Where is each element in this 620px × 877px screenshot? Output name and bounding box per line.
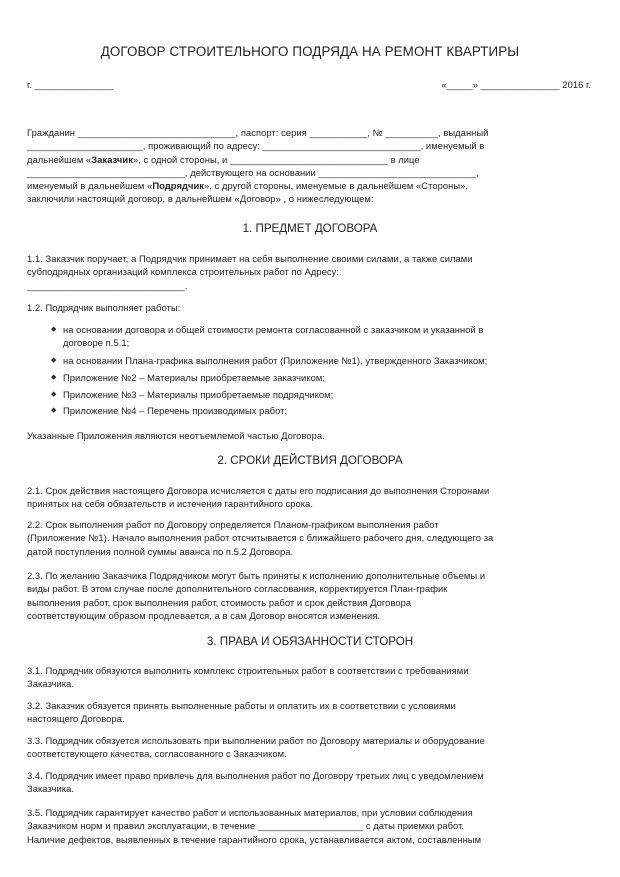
parties-line: дальнейшем «Заказчик», с одной стороны, и ______________________________ в лице: [27, 153, 420, 165]
clause-3-3: 3.3. Подрядчик обязуется использовать при выполнении работ по Договору материалы и оборудование соответствующего качества, согласованного с Заказчиком.: [27, 735, 485, 760]
bullet-dot-icon: ◆: [51, 326, 57, 333]
section-3-heading: 3. ПРАВА И ОБЯЗАННОСТИ СТОРОН: [206, 635, 414, 648]
clause-2-1: 2.1. Срок действия настоящего Договора исчисляется с даты его подписания до выполнения Сторонами принятых на себя обязательств и истечения гарантийного срока.: [27, 485, 490, 510]
clause-3-1: 3.1. Подрядчик обязуются выполнить комплекс строительных работ в соответствии с требованиями Заказчика.: [27, 665, 469, 690]
appendix-note: Указанные Приложения являются неотъемлемой частью Договора.: [27, 430, 325, 441]
clause-2-2: 2.2. Срок выполнения работ по Договору определяется Планом-графиком выполнения работ (Приложение №1). Начало выполнения работ отсчитывается с ближайшего рабочего дня, следующего за датой поступления полной суммы аванса по п.5.2 Договора.: [27, 519, 494, 557]
bullet-dot-icon: ◆: [51, 357, 57, 364]
bullet-dot-icon: ◆: [51, 407, 57, 414]
clause-1-2: 1.2. Подрядчик выполняет работы:: [27, 302, 181, 313]
bullet-dot-icon: ◆: [51, 391, 57, 398]
parties-line: именуемый в дальнейшем «Подрядчик», с другой стороны, именуемые в дальнейшем «Стороны»,: [27, 180, 469, 192]
clause-3-5: 3.5. Подрядчик гарантирует качество работ и использованных материалов, при условии соблюдения Заказчиком норм и правил эксплуатации, в течение ____________________ с даты приемки работ. Наличие дефектов, выявленных в течение гарантийного срока, устанавливается актом, составленным: [27, 807, 482, 845]
clause-2-3: 2.3. По желанию Заказчика Подрядчиком могут быть приняты к исполнению дополнительные объемы и виды работ. В этом случае после дополнительного согласования, корректируется План-график выполнения работ, срок выполнения работ, стоимость работ и срок действия Договора соответствующим образом продлевается, а в сам Договор вносятся изменения.: [27, 570, 486, 621]
parties-paragraph: [27, 126, 593, 206]
bullet-dot-icon: ◆: [51, 374, 57, 381]
parties-line: ______________________, проживающий по адресу: ______________________________, именуемый в: [27, 140, 485, 152]
section-2-heading: 2. СРОКИ ДЕЙСТВИЯ ДОГОВОРА: [217, 454, 403, 467]
section-1-heading: 1. ПРЕДМЕТ ДОГОВОРА: [242, 222, 378, 235]
parties-line: заключили настоящий договор, в дальнейшем «Договор» , о нижеследующем:: [27, 193, 374, 205]
contractor-term: Подрядчик: [152, 180, 205, 192]
document-title: ДОГОВОР СТРОИТЕЛЬНОГО ПОДРЯДА НА РЕМОНТ КВАРТИРЫ: [100, 44, 520, 59]
document-page: ДОГОВОР СТРОИТЕЛЬНОГО ПОДРЯДА НА РЕМОНТ КВАРТИРЫ г. _______________ «_____» _______________ 2016 г. Гражданин ______________________________, паспорт: серия ___________, № __________, выданный ______________________, проживающий по адресу: ______________________________, именуемый в дальнейшем «Заказчик», с одной стороны, и ______________________________ в лице ______________________________, действующего на основании ______________________________, именуемый в дальнейшем «Подрядчик», с другой стороны, именуемые в дальнейшем «Стороны», заключили настоящий договор, в дальнейшем «Договор» , о нижеследующем: 1. ПРЕДМЕТ ДОГОВОРА 1.1. Заказчик поручает, а Подрядчик принимает на себя выполнение своими силами, а также силами субподрядных организаций комплекса строительных работ по Адресу: ______________________________. 1.2. Подрядчик выполняет работы: ◆ на основании договора и общей стоимости ремонта согласованной с заказчиком и указанной в договоре п.5.1; ◆ на основании Плана-графика выполнения работ (Приложение №1), утвержденного Заказчиком; ◆ Приложение №2 – Материалы приобретаемые заказчиком; ◆ Приложение №3 – Материалы приобретаемые подрядчиком; ◆ Приложение №4 – Перечень производимых работ; Указанные Приложения являются неотъемлемой частью Договора. 2. СРОКИ ДЕЙСТВИЯ ДОГОВОРА 2.1. Срок действия настоящего Договора исчисляется с даты его подписания до выполнения Сторонами принятых на себя обязательств и истечения гарантийного срока. 2.2. Срок выполнения работ по Договору определяется Планом-графиком выполнения работ (Приложение №1). Начало выполнения работ отсчитывается с ближайшего рабочего дня, следующего за датой поступления полной суммы аванса по п.5.2 Договора. 2.3. По желанию Заказчика Подрядчиком могут быть приняты к исполнению дополнительные объемы и виды работ. В этом случае после дополнительного согласования, корректируется План-график выполнения работ, срок выполнения работ, стоимость работ и срок действия Договора соответствующим образом продлевается, а в сам Договор вносятся изменения. 3. ПРАВА И ОБЯЗАННОСТИ СТОРОН 3.1. Подрядчик обязуются выполнить комплекс строительных работ в соответствии с требованиями Заказчика. 3.2. Заказчик обязуется принять выполненные работы и оплатить их в соответствии с условиями настоящего Договора. 3.3. Подрядчик обязуется использовать при выполнении работ по Договору материалы и оборудование соответствующего качества, согласованного с Заказчиком. 3.4. Подрядчик имеет право привлечь для выполнения работ по Договору третьих лиц с уведомлением Заказчика. 3.5. Подрядчик гарантирует качество работ и использованных материалов, при условии соблюдения Заказчиком норм и правил эксплуатации, в течение ____________________ с даты приемки работ. Наличие дефектов, выявленных в течение гарантийного срока, устанавливается актом, составленным: [0, 0, 620, 877]
parties-line: Гражданин ______________________________, паспорт: серия ___________, № __________, выданный: [27, 127, 489, 138]
clause-3-2: 3.2. Заказчик обязуется принять выполненные работы и оплатить их в соответствии с условиями настоящего Договора.: [27, 700, 456, 725]
customer-term: Заказчик: [91, 153, 133, 165]
date-line: «_____» _______________ 2016 г.: [441, 79, 591, 90]
city-field: г. _______________: [27, 79, 114, 90]
parties-line: ______________________________, действующего на основании ______________________________,: [27, 166, 479, 178]
clause-3-4: 3.4. Подрядчик имеет право привлечь для выполнения работ по Договору третьих лиц с уведомлением Заказчика.: [27, 770, 484, 795]
clause-1-1: 1.1. Заказчик поручает, а Подрядчик принимает на себя выполнение своими силами, а также силами субподрядных организаций комплекса строительных работ по Адресу: ______________________________.: [27, 253, 473, 291]
